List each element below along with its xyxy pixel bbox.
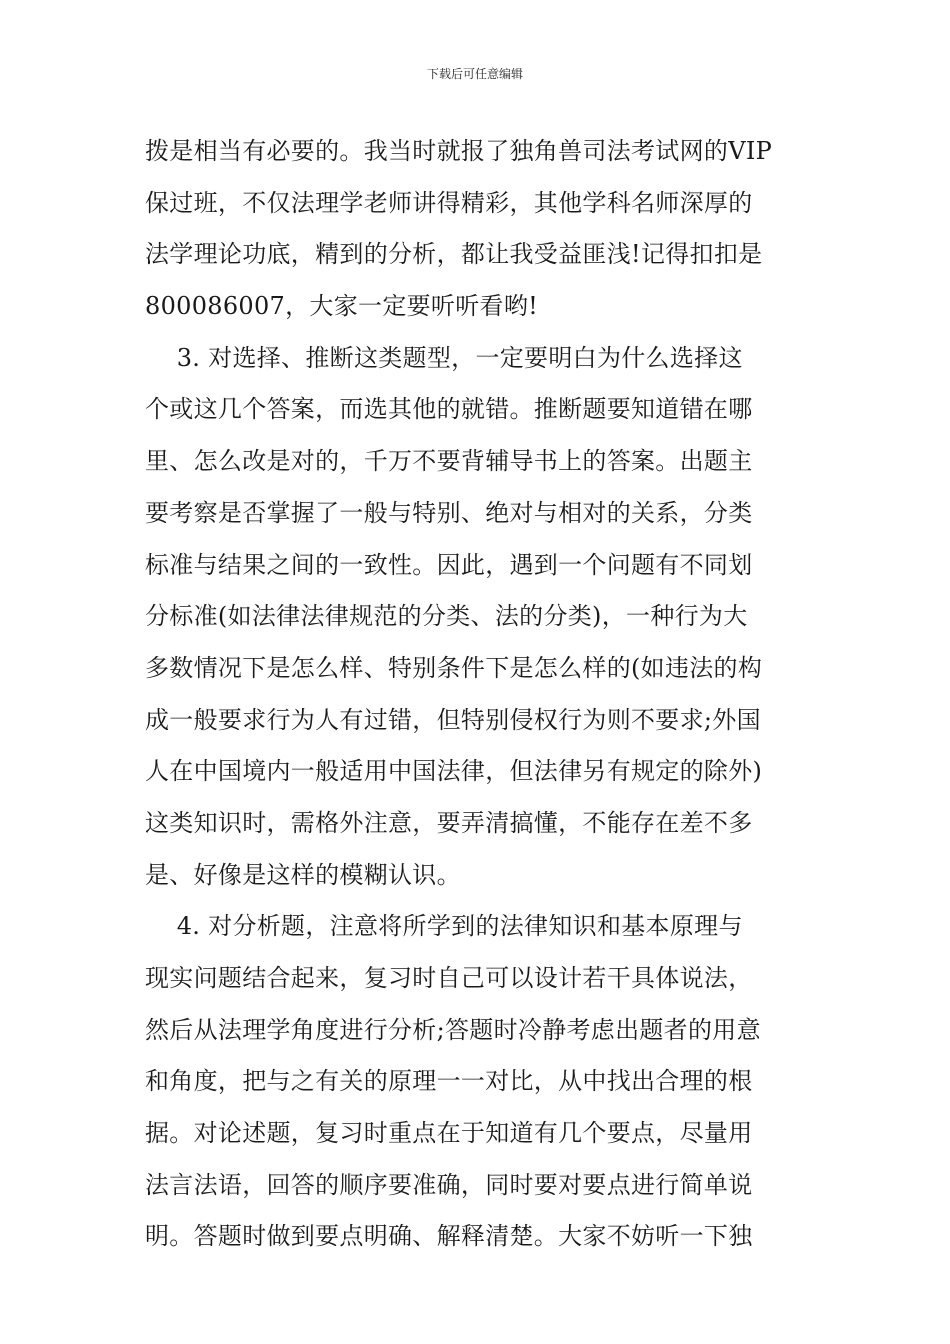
text-line: 保过班，不仅法理学老师讲得精彩，其他学科名师深厚的 (145, 188, 753, 217)
text-line: 然后从法理学角度进行分析;答题时冷静考虑出题者的用意 (145, 1015, 761, 1044)
text-line: 据。对论述题，复习时重点在于知道有几个要点，尽量用 (145, 1119, 753, 1148)
text-line: 里、怎么改是对的，千万不要背辅导书上的答案。出题主 (145, 447, 753, 476)
page-header: 下载后可任意编辑 (426, 67, 523, 81)
text-line: 拨是相当有必要的。我当时就报了独角兽司法考试网的VIP (145, 137, 773, 165)
text-line: 个或这几个答案，而选其他的就错。推断题要知道错在哪 (145, 395, 753, 424)
text-line: 4. 对分析题，注意将所学到的法律知识和基本原理与 (145, 912, 743, 941)
text-line: 800086007，大家一定要听听看哟! (145, 292, 539, 321)
text-line: 分标准(如法律法律规范的分类、法的分类)，一种行为大 (145, 602, 748, 631)
text-line: 标准与结果之间的一致性。因此，遇到一个问题有不同划 (145, 550, 753, 579)
text-line: 法言法语，回答的顺序要准确，同时要对要点进行简单说 (145, 1170, 753, 1199)
text-line: 要考察是否掌握了一般与特别、绝对与相对的关系，分类 (145, 498, 753, 527)
text-line: 和角度，把与之有关的原理一一对比，从中找出合理的根 (145, 1067, 753, 1096)
text-line: 现实问题结合起来，复习时自己可以设计若干具体说法， (145, 964, 753, 992)
text-line: 人在中国境内一般适用中国法律，但法律另有规定的除外) (145, 757, 763, 786)
text-line: 法学理论功底，精到的分析，都让我受益匪浅!记得扣扣是 (145, 240, 763, 269)
text-line: 这类知识时，需格外注意，要弄清搞懂，不能存在差不多 (145, 808, 753, 837)
text-line: 多数情况下是怎么样、特别条件下是怎么样的(如违法的构 (145, 653, 763, 682)
text-line: 成一般要求行为人有过错，但特别侵权行为则不要求;外国 (145, 705, 761, 734)
text-line: 是、好像是这样的模糊认识。 (145, 860, 461, 889)
text-line: 3. 对选择、推断这类题型，一定要明白为什么选择这 (145, 343, 743, 372)
document-body (145, 126, 805, 1263)
text-line: 明。答题时做到要点明确、解释清楚。大家不妨听一下独 (145, 1222, 753, 1251)
